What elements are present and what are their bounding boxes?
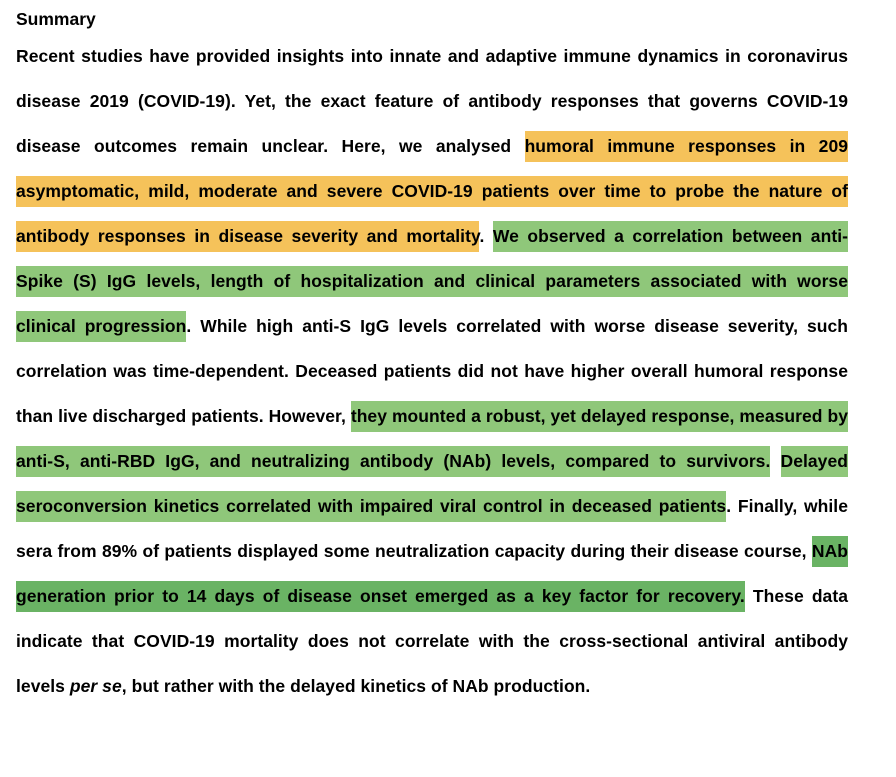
summary-heading: Summary bbox=[16, 9, 96, 29]
summary-paragraph bbox=[16, 34, 848, 709]
text-segment: . Finally, while sera from 89% of patients displayed some neutralization capacity during their disease course, bbox=[16, 496, 848, 561]
highlight-dark-green: NAb generation prior to 14 days of disease onset emerged as a key factor for recovery. bbox=[16, 536, 848, 612]
highlight-green: they mounted a robust, yet delayed response, measured by anti-S, anti-RBD IgG, and neutralizing antibody (NAb) levels, compared to survivors. bbox=[16, 401, 848, 477]
text-segment: . While high anti-S IgG levels correlated with worse disease severity, such correlation was time-dependent. Deceased patients did not have higher overall humoral response than live discharged patients. However, bbox=[16, 316, 848, 426]
highlight-green: Delayed seroconversion kinetics correlated with impaired viral control in deceased patients bbox=[16, 446, 848, 522]
text-segment: . bbox=[479, 226, 493, 246]
italic-text: per se bbox=[69, 676, 122, 696]
highlight-orange: humoral immune responses in 209 asymptomatic, mild, moderate and severe COVID-19 patients over time to probe the nature of antibody responses in disease severity and mortality bbox=[16, 131, 848, 252]
document-page bbox=[16, 4, 848, 709]
text-segment bbox=[770, 451, 780, 471]
text-segment: , but rather with the delayed kinetics of NAb production. bbox=[121, 676, 591, 696]
highlight-green: We observed a correlation between anti-Spike (S) IgG levels, length of hospitalization and clinical parameters associated with worse clinical progression bbox=[16, 221, 848, 342]
text-segment: Recent studies have provided insights into innate and adaptive immune dynamics in coronavirus disease 2019 (COVID-19). Yet, the exact feature of antibody responses that governs COVID-19 disease outcomes remain unclear. Here, we analysed bbox=[16, 46, 848, 156]
text-segment: These data indicate that COVID-19 mortality does not correlate with the cross-sectional antiviral antibody levels bbox=[16, 586, 848, 696]
